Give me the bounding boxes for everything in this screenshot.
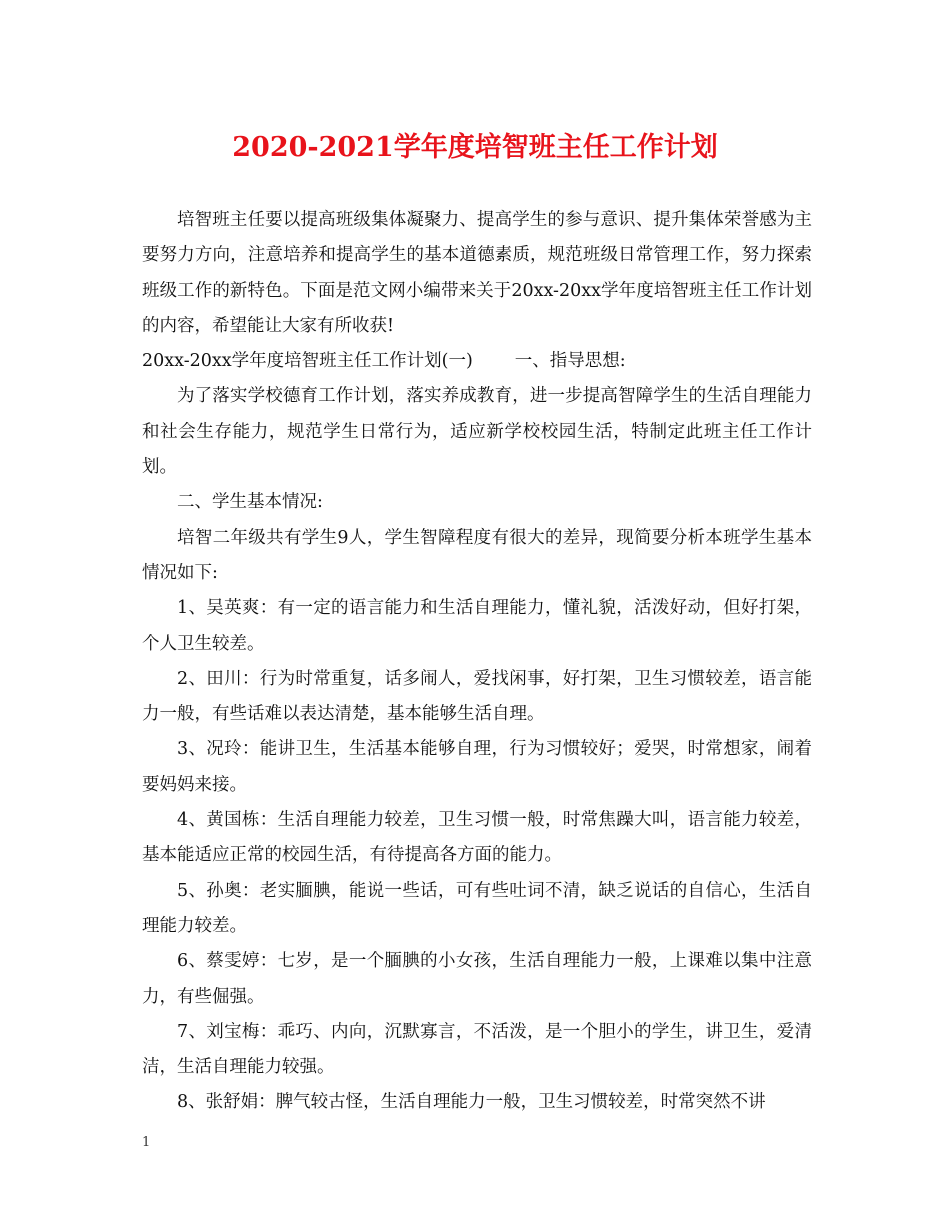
section2-intro: 培智二年级共有学生9人，学生智障程度有很大的差异，现简要分析本班学生基本情况如下: (142, 527, 812, 583)
student-item-2: 2、田川：行为时常重复，话多闹人，爱找闲事，好打架，卫生习惯较差，语言能力一般，有些话难以表达清楚，基本能够生活自理。 (142, 668, 812, 725)
guiding-paragraph: 为了落实学校德育工作计划，落实养成教育，进一步提高智障学生的生活自理能力和社会生存能力，规范学生日常行为，适应新学校校园生活，特制定此班主任工作计划。 (142, 386, 812, 478)
section2-heading: 二、学生基本情况: (177, 492, 323, 513)
subheading-line (142, 344, 812, 379)
student-item-8: 8、张舒娟：脾气较古怪，生活自理能力一般，卫生习惯较差，时常突然不讲 (177, 1092, 766, 1113)
document-title: 2020-2021学年度培智班主任工作计划 (232, 132, 718, 163)
student-item-5: 5、孙奥：老实腼腆，能说一些话，可有些吐词不清，缺乏说话的自信心，生活自理能力较差。 (142, 880, 812, 936)
subheading-right: 一、指导思想: (514, 351, 626, 372)
student-item-7: 7、刘宝梅：乖巧、内向，沉默寡言，不活泼，是一个胆小的学生，讲卫生，爱清洁，生活自理能力较强。 (142, 1021, 812, 1078)
student-item-4: 4、黄国栋：生活自理能力较差，卫生习惯一般，时常焦躁大叫，语言能力较差，基本能适应正常的校园生活，有待提高各方面的能力。 (142, 810, 812, 866)
student-item-3: 3、况玲：能讲卫生，生活基本能够自理，行为习惯较好；爱哭，时常想家，闹着要妈妈来接。 (142, 739, 812, 795)
page-number: 1 (142, 1135, 151, 1150)
student-item-1: 1、吴英爽：有一定的语言能力和生活自理能力，懂礼貌，活泼好动，但好打架，个人卫生较差。 (142, 598, 812, 654)
subheading-left: 20xx-20xx学年度培智班主任工作计划(一) (142, 351, 473, 372)
student-item-6: 6、蔡雯婷：七岁，是一个腼腆的小女孩，生活自理能力一般，上课难以集中注意力，有些倔强。 (142, 951, 812, 1007)
intro-paragraph: 培智班主任要以提高班级集体凝聚力、提高学生的参与意识、提升集体荣誉感为主要努力方向，注意培养和提高学生的基本道德素质，规范班级日常管理工作，努力探索班级工作的新特色。下面是范文网小编带来关于20xx-20xx学年度培智班主任工作计划的内容，希望能让大家有所收获! (142, 210, 812, 336)
document-body (142, 203, 812, 1121)
